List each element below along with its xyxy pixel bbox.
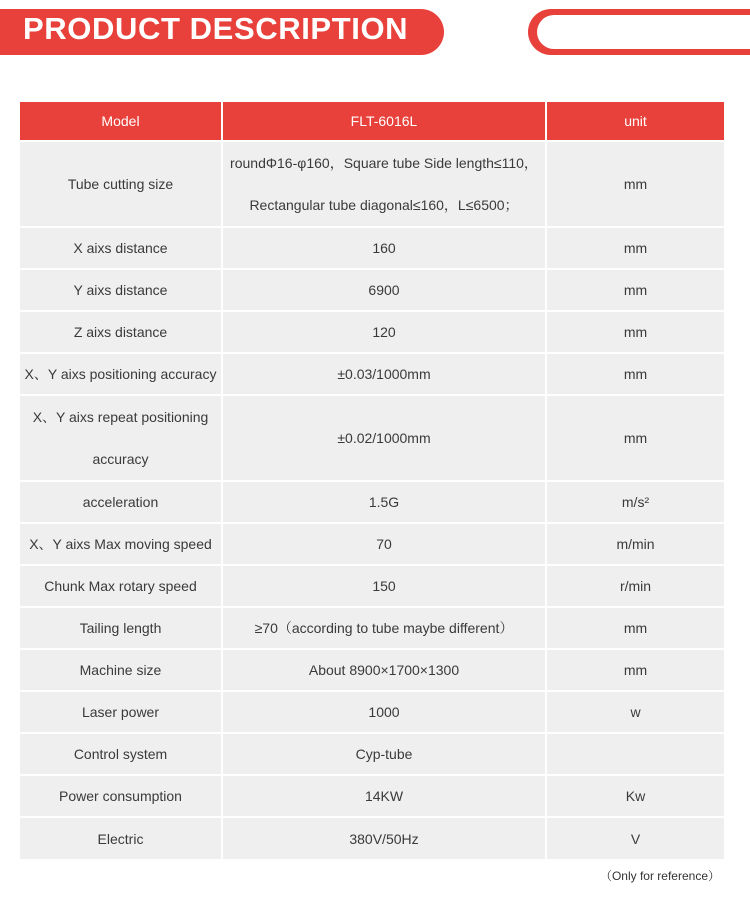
cell-value: ±0.03/1000mm: [222, 353, 546, 395]
cell-value: 6900: [222, 269, 546, 311]
page-title: PRODUCT DESCRIPTION: [23, 11, 409, 46]
column-header-model: Model: [19, 101, 222, 141]
cell-unit: m/s²: [546, 481, 725, 523]
cell-unit: mm: [546, 141, 725, 227]
spec-table: [18, 100, 726, 861]
column-header-model-value: FLT-6016L: [222, 101, 546, 141]
cell-value: roundΦ16-φ160，Square tube Side length≤110， Rectangular tube diagonal≤160，L≤6500；: [222, 141, 546, 227]
table-header-row: [19, 101, 725, 141]
cell-param: Chunk Max rotary speed: [19, 565, 222, 607]
cell-unit: mm: [546, 311, 725, 353]
cell-value: 150: [222, 565, 546, 607]
cell-value: 380V/50Hz: [222, 817, 546, 860]
cell-unit: w: [546, 691, 725, 733]
cell-param: Z aixs distance: [19, 311, 222, 353]
cell-param: Machine size: [19, 649, 222, 691]
table-row: [19, 227, 725, 269]
cell-param: Tube cutting size: [19, 141, 222, 227]
cell-param: Control system: [19, 733, 222, 775]
cell-unit: mm: [546, 353, 725, 395]
cell-param: X、Y aixs positioning accuracy: [19, 353, 222, 395]
cell-param: Y aixs distance: [19, 269, 222, 311]
table-row: [19, 395, 725, 481]
cell-unit: Kw: [546, 775, 725, 817]
cell-unit: m/min: [546, 523, 725, 565]
cell-unit: r/min: [546, 565, 725, 607]
cell-value: 14KW: [222, 775, 546, 817]
cell-value: About 8900×1700×1300: [222, 649, 546, 691]
table-row: [19, 607, 725, 649]
table-row: [19, 817, 725, 860]
cell-value: 1000: [222, 691, 546, 733]
cell-value: ≥70（according to tube maybe different）: [222, 607, 546, 649]
cell-unit: mm: [546, 269, 725, 311]
cell-value: 160: [222, 227, 546, 269]
cell-unit: mm: [546, 227, 725, 269]
cell-value: Cyp-tube: [222, 733, 546, 775]
cell-param: X、Y aixs Max moving speed: [19, 523, 222, 565]
table-row: [19, 311, 725, 353]
cell-unit: V: [546, 817, 725, 860]
cell-param: Power consumption: [19, 775, 222, 817]
table-row: [19, 141, 725, 227]
column-header-unit: unit: [546, 101, 725, 141]
cell-unit: [546, 733, 725, 775]
cell-unit: mm: [546, 607, 725, 649]
cell-param: Electric: [19, 817, 222, 860]
table-row: [19, 269, 725, 311]
cell-value: ±0.02/1000mm: [222, 395, 546, 481]
reference-note: （Only for reference）: [599, 869, 720, 883]
cell-value: 70: [222, 523, 546, 565]
cell-unit: mm: [546, 395, 725, 481]
table-row: [19, 353, 725, 395]
cell-unit: mm: [546, 649, 725, 691]
decorative-banner-right-inner: [537, 15, 750, 49]
table-row: [19, 649, 725, 691]
cell-param: acceleration: [19, 481, 222, 523]
table-row: [19, 691, 725, 733]
table-row: [19, 523, 725, 565]
cell-param: Tailing length: [19, 607, 222, 649]
table-row: [19, 775, 725, 817]
table-row: [19, 481, 725, 523]
cell-value: 1.5G: [222, 481, 546, 523]
table-row: [19, 565, 725, 607]
cell-value: 120: [222, 311, 546, 353]
table-row: [19, 733, 725, 775]
cell-param: X、Y aixs repeat positioning accuracy: [19, 395, 222, 481]
cell-param: X aixs distance: [19, 227, 222, 269]
cell-param: Laser power: [19, 691, 222, 733]
